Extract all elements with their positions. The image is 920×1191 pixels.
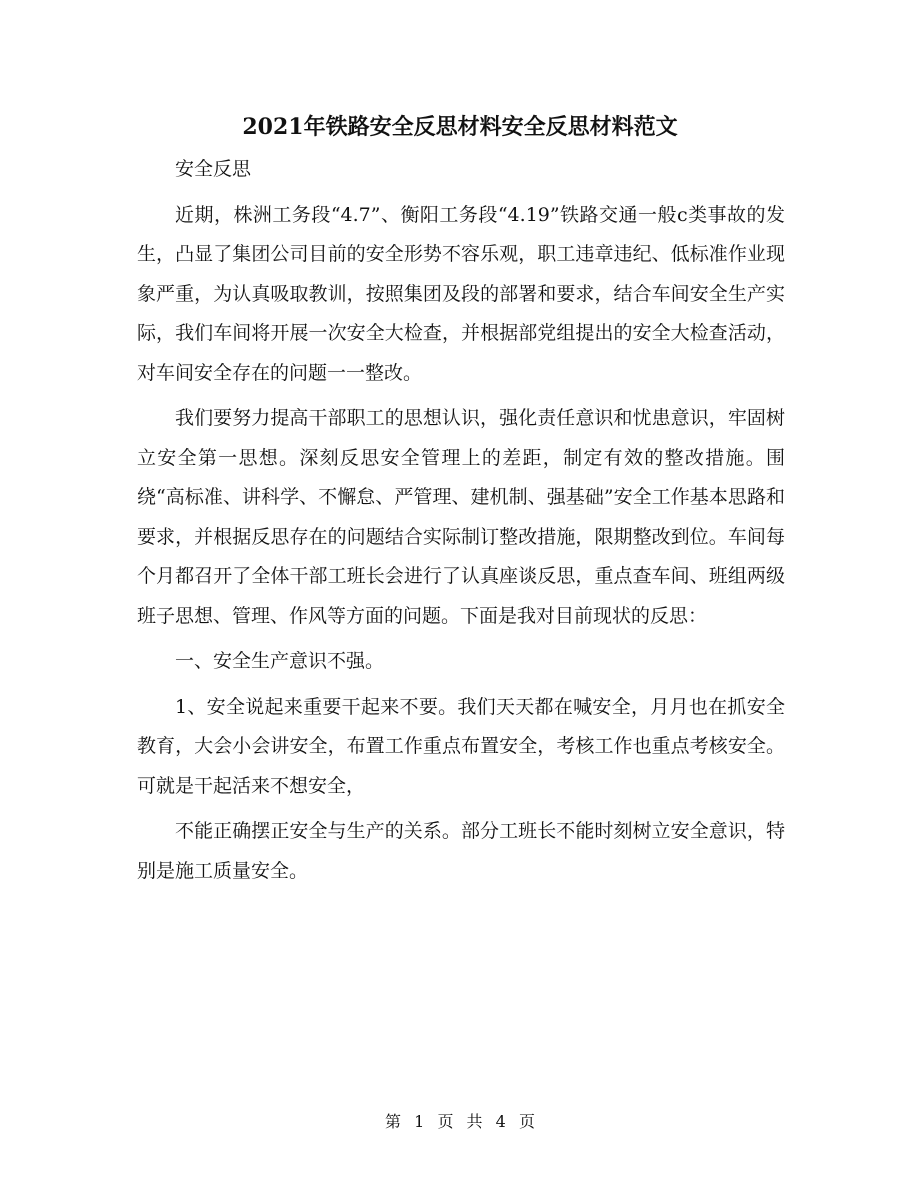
footer-total-prefix: 共 bbox=[466, 1112, 483, 1131]
section-heading: 一、安全生产意识不强。 bbox=[175, 650, 385, 672]
footer-prefix: 第 bbox=[385, 1112, 402, 1131]
footer-current-page: 1 bbox=[414, 1112, 425, 1131]
footer-page-word-suffix: 页 bbox=[518, 1112, 535, 1131]
paragraph-heading: 安全反思 bbox=[175, 158, 252, 180]
paragraph: 近期，株洲工务段“4.7”、衡阳工务段“4.19”铁路交通一般c类事故的发生，凸显了集团公司目前的安全形势不容乐观，职工违章违纪、低标准作业现象严重，为认真吸取教训，按照集团及段的部署和要求，结合车间安全生产实际，我们车间将开展一次安全大检查，并根据部党组提出的安全大检查活动，对车间安全存在的问题一一整改。 bbox=[137, 203, 785, 384]
page-footer bbox=[0, 1110, 920, 1134]
paragraph: 我们要努力提高干部职工的思想认识，强化责任意识和忧患意识，牢固树立安全第一思想。深刻反思安全管理上的差距，制定有效的整改措施。围绕“高标准、讲科学、不懈怠、严管理、建机制、强基础”安全工作基本思路和要求，并根据反思存在的问题结合实际制订整改措施，限期整改到位。车间每个月都召开了全体干部工班长会进行了认真座谈反思，重点查车间、班组两级班子思想、管理、作风等方面的问题。下面是我对目前现状的反思： bbox=[137, 407, 785, 627]
footer-page-word: 页 bbox=[437, 1112, 454, 1131]
document-body bbox=[137, 150, 785, 897]
paragraph: 不能正确摆正安全与生产的关系。部分工班长不能时刻树立安全意识，特别是施工质量安全。 bbox=[137, 820, 785, 882]
footer-total-pages: 4 bbox=[495, 1112, 506, 1131]
document-title: 2021年铁路安全反思材料安全反思材料范文 bbox=[242, 114, 678, 140]
paragraph: 1、安全说起来重要干起来不要。我们天天都在喊安全，月月也在抓安全教育，大会小会讲安全，布置工作重点布置安全，考核工作也重点考核安全。可就是干起活来不想安全， bbox=[137, 695, 785, 797]
